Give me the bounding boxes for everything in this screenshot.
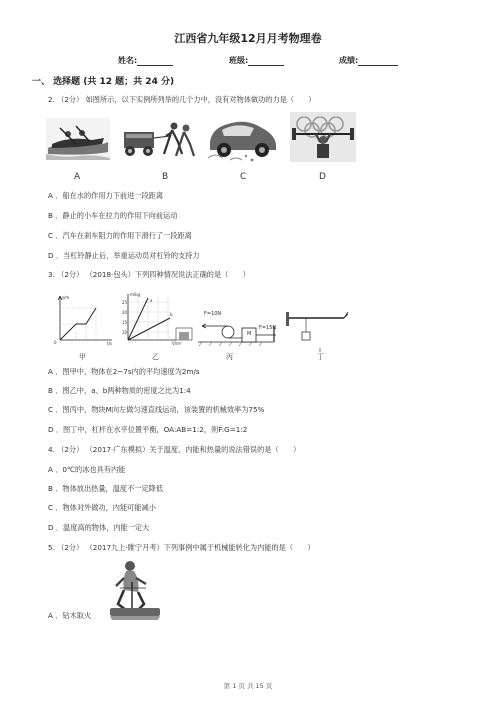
section-heading: 一、 选择题 (共 12 题；共 24 分) [32, 77, 175, 87]
q3-figure-ding-label: 丁 [317, 353, 324, 361]
q4-option-d: D ．温度高的物体，内能一定大 [48, 523, 150, 532]
q3-figure-ding [286, 308, 352, 352]
score-field [339, 55, 398, 66]
q4-option-c: C ．物体对外做功，内能可能减小 [48, 503, 156, 512]
q3-figure-bing-label: 丙 [226, 353, 233, 361]
svg-text:b: b [170, 312, 173, 317]
q3-figure-jia [52, 294, 114, 350]
class-blank [248, 57, 284, 66]
svg-text:0: 0 [54, 340, 57, 345]
q2-picture-d-label: D [319, 172, 326, 182]
q2-picture-a [46, 118, 110, 160]
class-field [229, 55, 284, 66]
q2-option-c: C ．汽车在刹车阻力的作用下滑行了一段距离 [48, 231, 192, 240]
svg-text:t/s: t/s [107, 341, 112, 346]
q2-option-a: A ．船在水的作用力下前进一段距离 [48, 191, 164, 200]
svg-text:s/m: s/m [62, 295, 70, 300]
svg-text:m/kg: m/kg [130, 292, 141, 297]
svg-text:20: 20 [122, 310, 128, 315]
q5-option-a: A ．钻木取火 [48, 611, 92, 620]
q2-option-b: B ．静止的小车在拉力的作用下向前运动 [48, 211, 178, 220]
question-4-text: 4. （2分） （2017·广东模拟）关于温度、内能和热量的说法错误的是（ ） [48, 445, 301, 454]
svg-text:V/m³: V/m³ [172, 341, 182, 346]
question-2-text: 2. （2分） 如图所示，以下实例所列举的几个力中，没有对物体做功的力是（ ） [48, 95, 316, 104]
svg-text:10: 10 [122, 330, 128, 335]
page-footer: 第 1 页 共 15 页 [223, 682, 273, 690]
svg-text:a: a [150, 298, 153, 303]
class-label: 班级: [229, 56, 249, 65]
q3-force-label-1: F=10N [204, 311, 222, 317]
q2-picture-d [290, 112, 356, 162]
name-label: 姓名: [118, 56, 138, 65]
svg-text:25: 25 [122, 300, 128, 305]
q3-figure-yi-label: 乙 [152, 353, 159, 361]
q2-option-d: D ．当杠铃静止后，举重运动员对杠铃的支持力 [48, 251, 200, 260]
name-blank [137, 57, 173, 66]
q4-option-a: A ．0℃的冰也具有内能 [48, 465, 126, 474]
q2-picture-c [206, 114, 280, 162]
q3-option-b: B ．图乙中，a、b两种物质的密度之比为1:4 [48, 386, 191, 395]
q3-figure-yi [118, 292, 194, 350]
q3-option-d: D ．图丁中，杠杆在水平位置平衡，OA:AB=1:2，则F:G=1:2 [48, 425, 248, 434]
q2-picture-c-label: C [240, 172, 247, 182]
q3-option-a: A ．图甲中，物体在2~7s内的平均速度为2m/s [48, 367, 200, 376]
q2-picture-b [120, 118, 198, 160]
q4-option-b: B ．物体放出热量，温度不一定降低 [48, 484, 164, 493]
q2-picture-b-label: B [162, 172, 169, 182]
name-field [118, 55, 173, 66]
score-blank [358, 57, 398, 66]
q3-block-label: M [247, 331, 252, 337]
q3-force-label-2: F=15N [259, 325, 277, 331]
exam-title: 江西省九年级12月月考物理卷 [174, 32, 322, 45]
q5-drilling-fire-picture [108, 558, 162, 622]
q2-picture-a-label: A [74, 172, 81, 182]
q3-figure-jia-label: 甲 [79, 353, 86, 361]
question-5-text: 5. （2分） （2017九上·睢宁月考）下列事例中属于机械能转化为内能的是（ ） [48, 543, 315, 552]
q3-option-c: C ．图丙中，物块M向左做匀速直线运动，该装置的机械效率为75% [48, 405, 265, 414]
score-label: 成绩: [339, 56, 359, 65]
question-3-text: 3. （2分） （2018·包头）下列四种情况说法正确的是（ ） [48, 270, 250, 279]
svg-text:15: 15 [122, 320, 128, 325]
